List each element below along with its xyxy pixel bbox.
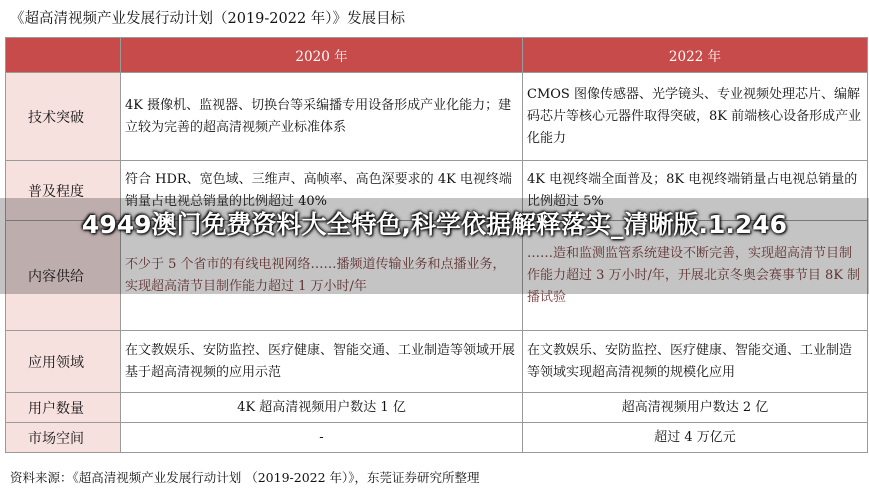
cell-2020: - (121, 423, 523, 453)
table-row (6, 393, 868, 423)
table-row (6, 423, 868, 453)
document-title: 《超高清视频产业发展行动计划（2019-2022 年）》发展目标 (10, 11, 406, 27)
cell-2020: 4K 超高清视频用户数达 1 亿 (121, 393, 523, 423)
row-label: 普及程度 (6, 161, 121, 221)
row-label: 用户数量 (6, 393, 121, 423)
cell-2022: 4K 电视终端全面普及；8K 电视终端销量占电视总销量的比例超过 5% (523, 161, 868, 221)
row-label: 市场空间 (6, 423, 121, 453)
source-note: 资料来源：《超高清视频产业发展行动计划 （2019-2022 年）》，东莞证券研究所整理 (10, 470, 480, 485)
row-label: 内容供给 (6, 221, 121, 331)
cell-2020: 4K 摄像机、监视器、切换台等采编播专用设备形成产业化能力；建立较为完善的超高清视频产业标准体系 (121, 73, 523, 161)
cell-2022: 在文教娱乐、安防监控、医疗健康、智能交通、工业制造等领域实现超高清视频的规模化应用 (523, 331, 868, 393)
header-empty (6, 38, 121, 73)
header-2022: 2022 年 (523, 38, 868, 73)
row-label: 应用领域 (6, 331, 121, 393)
cell-2020: 不少于 5 个省市的有线电视网络……播频道传输业务和点播业务，实现超高清节目制作能力超过 1 万小时/年 (121, 221, 523, 331)
cell-2022: CMOS 图像传感器、光学镜头、专业视频处理芯片、编解码芯片等核心元器件取得突破，8K 前端核心设备形成产业化能力 (523, 73, 868, 161)
cell-2022: ……造和监测监管系统建设不断完善，实现超高清节目制作能力超过 3 万小时/年，开展北京冬奥会赛事节目 8K 制播试验 (523, 221, 868, 331)
header-2020: 2020 年 (121, 38, 523, 73)
table-row (6, 331, 868, 393)
overlay-headline: 4949澳门免费资料大全特色,科学依据解释落实_清晰版.1.246 (81, 210, 788, 239)
cell-2020: 符合 HDR、宽色域、三维声、高帧率、高色深要求的 4K 电视终端销量占电视总销量的比例超过 40% (121, 161, 523, 221)
cell-2022: 超过 4 万亿元 (523, 423, 868, 453)
cell-2020: 在文教娱乐、安防监控、医疗健康、智能交通、工业制造等领域开展基于超高清视频的应用示范 (121, 331, 523, 393)
row-label: 技术突破 (6, 73, 121, 161)
table-row (6, 73, 868, 161)
cell-2022: 超高清视频用户数达 2 亿 (523, 393, 868, 423)
table-header-row (6, 38, 868, 73)
